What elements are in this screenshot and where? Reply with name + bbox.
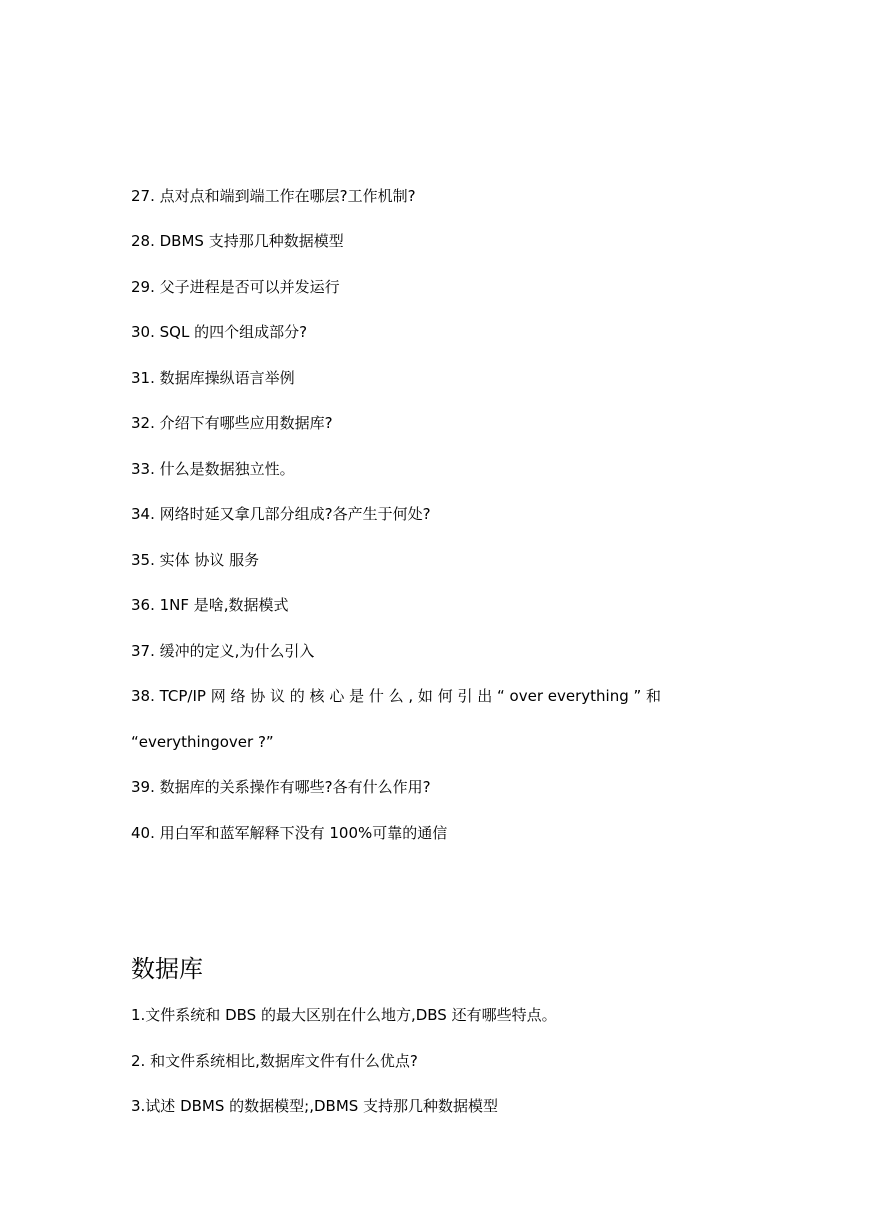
question-38: 38. TCP/IP 网 络 协 议 的 核 心 是 什 么 , 如 何 引 出 “ over everything ” 和	[131, 687, 662, 705]
database-item-2: 2. 和文件系统相比,数据库文件有什么优点?	[131, 1052, 418, 1070]
question-29: 29. 父子进程是否可以并发运行	[131, 278, 340, 296]
question-35: 35. 实体 协议 服务	[131, 551, 260, 569]
question-28: 28. DBMS 支持那几种数据模型	[131, 232, 344, 250]
question-37: 37. 缓冲的定义,为什么引入	[131, 642, 315, 660]
section-title-database: 数据库	[131, 955, 203, 983]
question-36: 36. 1NF 是啥,数据模式	[131, 596, 289, 614]
database-item-3: 3.试述 DBMS 的数据模型;,DBMS 支持那几种数据模型	[131, 1097, 499, 1115]
question-38-continuation: “everythingover ?”	[131, 733, 274, 751]
question-30: 30. SQL 的四个组成部分?	[131, 323, 308, 341]
database-item-1: 1.文件系统和 DBS 的最大区别在什么地方,DBS 还有哪些特点。	[131, 1006, 557, 1024]
question-33: 33. 什么是数据独立性。	[131, 460, 295, 478]
question-27: 27. 点对点和端到端工作在哪层?工作机制?	[131, 187, 416, 205]
question-34: 34. 网络时延又拿几部分组成?各产生于何处?	[131, 505, 431, 523]
question-40: 40. 用白军和蓝军解释下没有 100%可靠的通信	[131, 824, 448, 842]
question-31: 31. 数据库操纵语言举例	[131, 369, 295, 387]
question-32: 32. 介绍下有哪些应用数据库?	[131, 414, 333, 432]
question-39: 39. 数据库的关系操作有哪些?各有什么作用?	[131, 778, 431, 796]
